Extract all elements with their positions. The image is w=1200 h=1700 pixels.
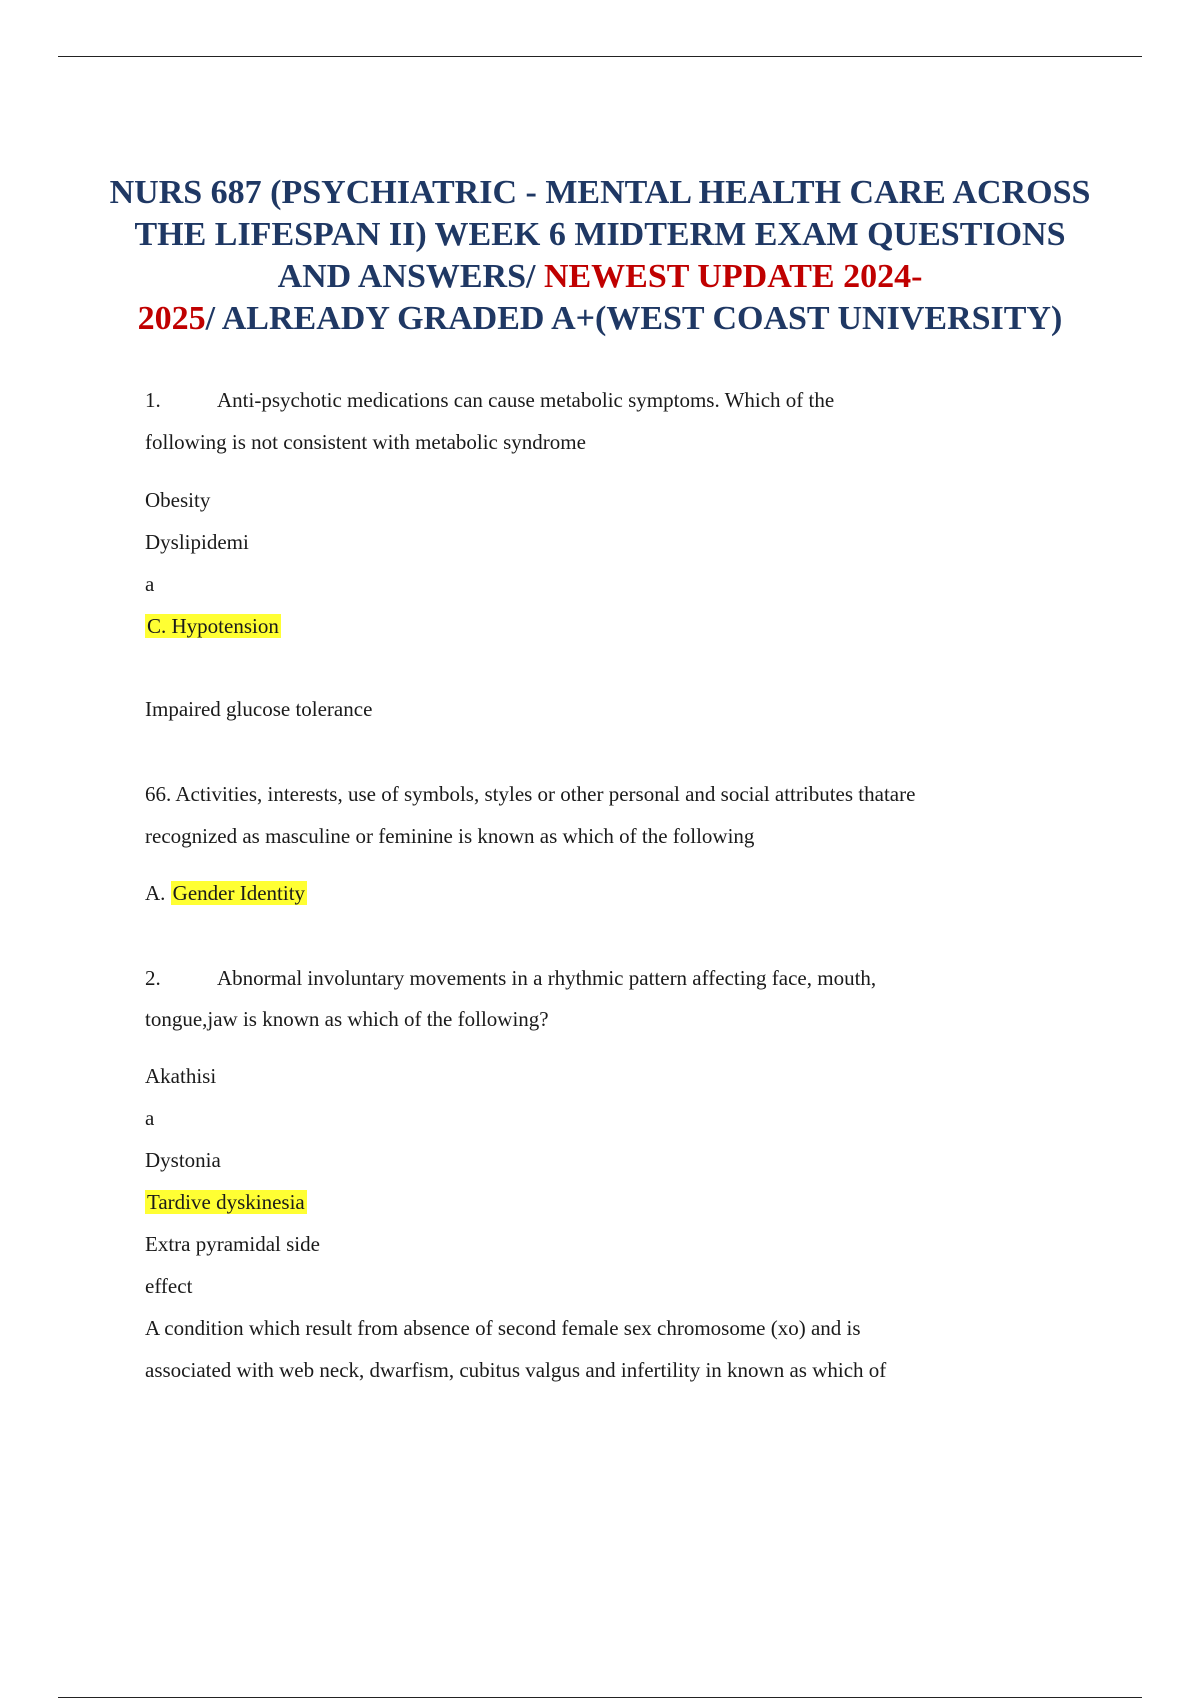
question-1-text1: Anti-psychotic medications can cause metabolic symptoms. Which of the <box>217 388 835 412</box>
question-1-answer-highlight: C. Hypotension <box>147 614 279 638</box>
question-1-line1 <box>145 386 834 414</box>
question-2-answer <box>145 1188 307 1216</box>
question-1-option-dyslipidemia-b: a <box>145 572 155 596</box>
question-66-line1: 66. Activities, interests, use of symbols, styles or other personal and social attributes thatare <box>145 782 916 806</box>
question-1-number: 1. <box>145 388 161 412</box>
question-1-answer <box>145 612 281 640</box>
question-1-option-obesity: Obesity <box>145 488 211 512</box>
bottom-rule <box>58 1697 1142 1698</box>
question-66-line2: recognized as masculine or feminine is known as which of the following <box>145 824 755 848</box>
title-text: NURS 687 (PSYCHIATRIC - MENTAL HEALTH CARE ACROSS THE LIFESPAN II) WEEK 6 MIDTERM EXAM QUESTIONS AND ANSWERS/ <box>109 174 1091 295</box>
question-66-prefix: A. <box>145 881 171 905</box>
question-66-answer-highlight: Gender Identity <box>172 881 306 905</box>
question-2-answer-highlight: Tardive dyskinesia <box>147 1190 305 1214</box>
question-2-line1 <box>145 964 876 992</box>
question-66-answer <box>145 879 307 907</box>
top-rule <box>58 56 1142 57</box>
question-2-option-akathisia-a: Akathisi <box>145 1064 217 1088</box>
question-3-line2: associated with web neck, dwarfism, cubitus valgus and infertility in known as which of <box>145 1358 887 1382</box>
title-year-red: 2025 <box>137 300 206 337</box>
title-graded: / ALREADY GRADED A+(WEST COAST UNIVERSITY) <box>205 300 1063 337</box>
question-2-line2: tongue,jaw is known as which of the following? <box>145 1007 549 1031</box>
question-2-option-eps-b: effect <box>145 1274 193 1298</box>
question-2-option-eps-a: Extra pyramidal side <box>145 1232 320 1256</box>
question-2-number: 2. <box>145 966 161 990</box>
question-1-option-dyslipidemia-a: Dyslipidemi <box>145 530 249 554</box>
title-update-red: NEWEST UPDATE 2024- <box>543 258 923 295</box>
question-1-option-glucose: Impaired glucose tolerance <box>145 697 373 721</box>
question-2-option-akathisia-b: a <box>145 1106 155 1130</box>
question-1-line2: following is not consistent with metabolic syndrome <box>145 430 586 454</box>
question-3-line1: A condition which result from absence of second female sex chromosome (xo) and is <box>145 1316 861 1340</box>
document-title <box>100 172 1100 340</box>
question-2-option-dystonia: Dystonia <box>145 1148 221 1172</box>
question-2-text1: Abnormal involuntary movements in a rhythmic pattern affecting face, mouth, <box>217 966 877 990</box>
